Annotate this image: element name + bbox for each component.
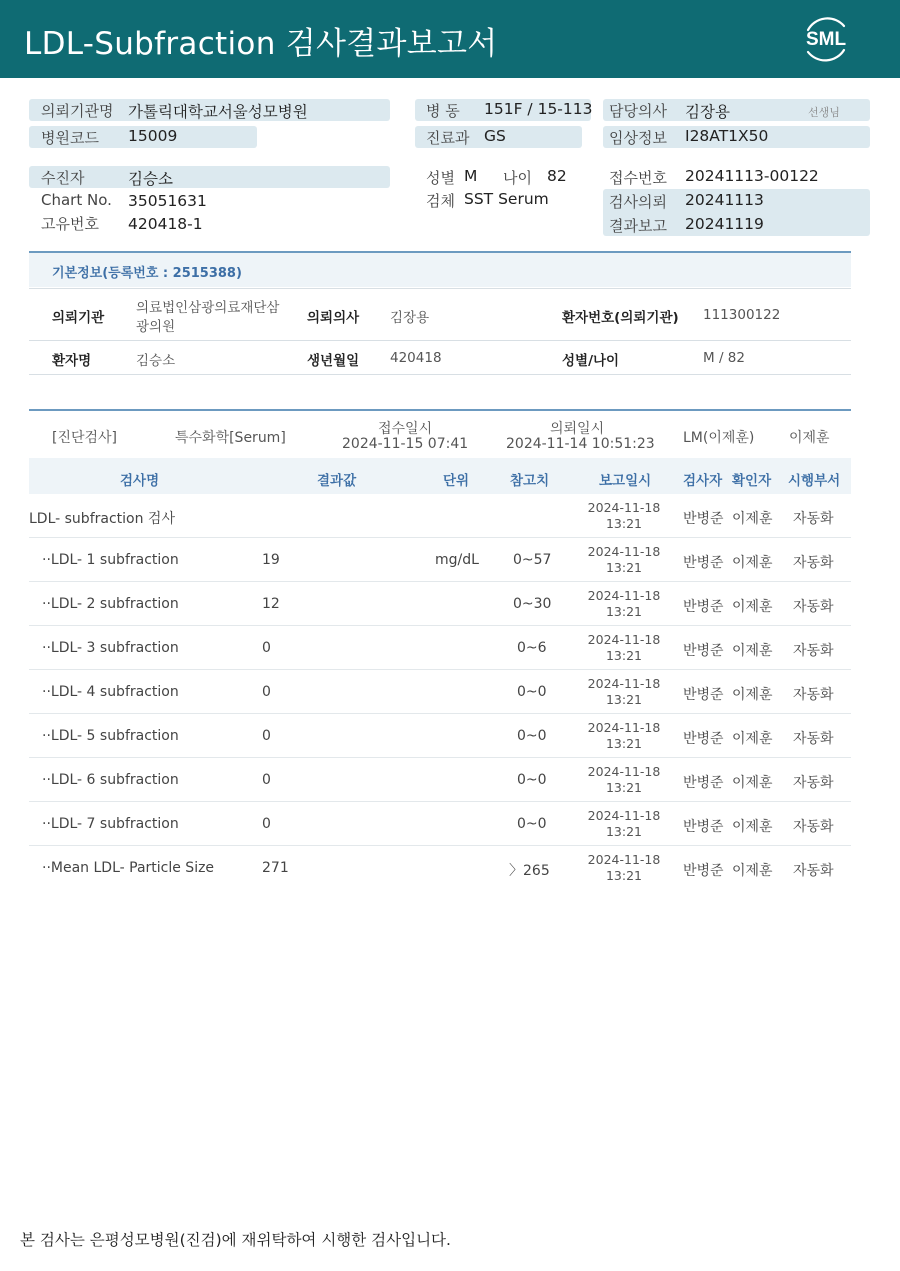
birth-label: 생년월일 [307,353,360,369]
test-ref: 0~30 [513,596,552,612]
dept: 자동화 [793,819,834,835]
chart-label: Chart No. [41,191,112,209]
dept: 자동화 [793,643,834,659]
dept: 자동화 [793,775,834,791]
test-result: 0 [262,816,271,832]
basic-info-line-2 [29,340,851,341]
tester: 반병준 [683,599,724,615]
table-row [29,582,851,626]
receipt-label: 접수번호 [609,169,667,187]
dept: 자동화 [793,599,834,615]
dept: 자동화 [793,511,834,527]
patient-value: 김승소 [128,170,173,188]
test-result: 0 [262,728,271,744]
hospital-label: 의뢰기관명 [41,102,114,120]
report-date: 2024-11-18 [587,544,661,559]
report-date: 2024-11-18 [587,676,661,691]
name-label: 환자명 [52,353,92,369]
report-header [0,0,900,78]
report-time: 13:21 [605,516,643,531]
report-datetime [584,632,664,664]
report-date: 2024-11-18 [587,588,661,603]
table-row [29,846,851,890]
report-time: 13:21 [605,824,643,839]
diag-request-label: 의뢰일시 [550,421,605,437]
th-dept: 시행부서 [788,473,841,489]
hospital-code-label: 병원코드 [41,129,99,147]
doc-value: 김장용 [390,310,430,326]
th-result: 결과값 [317,473,357,489]
test-unit: mg/dL [435,552,479,568]
test-ref: 0~0 [517,684,547,700]
doctor-value: 김장용 [685,103,730,121]
request-label: 검사의뢰 [609,193,667,211]
confirmer: 이제훈 [732,643,773,659]
dept: 자동화 [793,687,834,703]
test-ref: 0~0 [517,816,547,832]
dept: 자동화 [793,863,834,879]
test-result: 0 [262,640,271,656]
dept-label: 진료과 [426,129,470,147]
clinical-label: 임상정보 [609,129,667,147]
test-ref: 0~0 [517,772,547,788]
test-name: ··LDL- 2 subfraction [42,596,179,612]
age-value: 82 [547,167,567,185]
report-value: 20241119 [685,215,764,233]
dept-value: GS [484,127,506,145]
inst-value-line1: 의료법인삼광의료재단삼 [136,300,280,316]
age-label: 나이 [503,169,532,187]
diag-receipt-label: 접수일시 [378,421,433,437]
doctor-suffix: 선생님 [808,106,840,119]
report-time: 13:21 [605,692,643,707]
table-row [29,714,851,758]
table-row [29,538,851,582]
inst-label: 의뢰기관 [52,310,105,326]
sex-label: 성별 [426,169,455,187]
dept: 자동화 [793,731,834,747]
confirmer: 이제훈 [732,511,773,527]
diagnosis-top-line [29,409,851,411]
report-time: 13:21 [605,868,643,883]
tester: 반병준 [683,819,724,835]
table-row [29,758,851,802]
basic-info-line-1 [29,288,851,289]
unique-value: 420418-1 [128,215,203,233]
diag-sub: 특수화학[Serum] [175,430,286,446]
footer-note: 본 검사는 은평성모병원(진검)에 재위탁하여 시행한 검사입니다. [20,1231,451,1249]
ward-label: 병 동 [426,102,460,120]
test-name: ··LDL- 6 subfraction [42,772,179,788]
report-datetime [584,676,664,708]
report-time: 13:21 [605,560,643,575]
hospital-code-value: 15009 [128,127,178,145]
specimen-label: 검체 [426,192,455,210]
test-result: 0 [262,684,271,700]
doctor-label: 담당의사 [609,102,667,120]
sml-logo-icon [798,12,854,66]
diag-confirmer: 이제훈 [789,430,830,446]
name-value: 김승소 [136,353,176,369]
test-name: ··LDL- 5 subfraction [42,728,179,744]
specimen-value: SST Serum [464,190,549,208]
test-name: ··LDL- 7 subfraction [42,816,179,832]
report-label: 결과보고 [609,217,667,235]
th-tester: 검사자 [683,473,723,489]
patient-label: 수진자 [41,169,85,187]
test-name: LDL- subfraction 검사 [29,511,175,527]
report-date: 2024-11-18 [587,720,661,735]
ward-value: 151F / 15-113 [484,100,593,118]
report-title: LDL-Subfraction 검사결과보고서 [24,26,498,62]
report-date: 2024-11-18 [587,808,661,823]
logo-text: SML [805,29,847,50]
test-result: 0 [262,772,271,788]
test-result: 271 [262,860,289,876]
test-name: ··LDL- 1 subfraction [42,552,179,568]
tester: 반병준 [683,511,724,527]
th-ref: 참고치 [510,473,550,489]
tester: 반병준 [683,643,724,659]
report-datetime [584,852,664,884]
report-date: 2024-11-18 [587,764,661,779]
report-datetime [584,720,664,752]
table-row [29,802,851,846]
report-datetime [584,588,664,620]
test-result: 12 [262,596,280,612]
report-datetime [584,764,664,796]
th-report-date: 보고일시 [599,473,652,489]
diag-lm: LM(이제훈) [683,430,755,446]
th-confirmer: 확인자 [732,473,772,489]
tester: 반병준 [683,555,724,571]
doc-label: 의뢰의사 [307,310,360,326]
test-result: 19 [262,552,280,568]
clinical-value: I28AT1X50 [685,127,769,145]
tester: 반병준 [683,775,724,791]
test-name: ··Mean LDL- Particle Size [42,860,215,876]
receipt-value: 20241113-00122 [685,167,819,185]
inst-value-line2: 광의원 [136,319,176,335]
patno-value: 111300122 [703,307,781,323]
test-ref: 0~6 [517,640,547,656]
confirmer: 이제훈 [732,599,773,615]
test-name: ··LDL- 3 subfraction [42,640,179,656]
sex-value: M [464,167,478,185]
patno-label: 환자번호(의뢰기관) [562,310,679,326]
basic-info-header [29,253,851,287]
basic-info-line-3 [29,374,851,375]
birth-value: 420418 [390,350,442,366]
request-value: 20241113 [685,191,764,209]
report-time: 13:21 [605,780,643,795]
chart-value: 35051631 [128,192,207,210]
confirmer: 이제훈 [732,687,773,703]
report-time: 13:21 [605,604,643,619]
report-datetime [584,544,664,576]
diag-category: [진단검사] [52,430,118,446]
confirmer: 이제훈 [732,555,773,571]
test-ref: 0~0 [517,728,547,744]
tester: 반병준 [683,863,724,879]
confirmer: 이제훈 [732,731,773,747]
test-ref: 〉265 [509,863,550,879]
hospital-value: 가톨릭대학교서울성모병원 [128,103,308,121]
report-date: 2024-11-18 [587,500,661,515]
confirmer: 이제훈 [732,775,773,791]
diag-request-dt: 2024-11-14 10:51:23 [506,436,655,452]
confirmer: 이제훈 [732,863,773,879]
sexage-label: 성별/나이 [562,353,620,369]
th-test-name: 검사명 [120,473,160,489]
table-row [29,626,851,670]
unique-label: 고유번호 [41,215,99,233]
sexage-value: M / 82 [703,350,745,366]
tester: 반병준 [683,731,724,747]
basic-info-title: 기본정보(등록번호 : 2515388) [52,266,242,281]
test-ref: 0~57 [513,552,552,568]
tester: 반병준 [683,687,724,703]
report-date: 2024-11-18 [587,632,661,647]
table-row [29,670,851,714]
report-time: 13:21 [605,736,643,751]
confirmer: 이제훈 [732,819,773,835]
table-row [29,494,851,538]
test-name: ··LDL- 4 subfraction [42,684,179,700]
report-datetime [584,500,664,532]
report-datetime [584,808,664,840]
dept: 자동화 [793,555,834,571]
report-date: 2024-11-18 [587,852,661,867]
diag-receipt-dt: 2024-11-15 07:41 [342,436,469,452]
results-table-header [29,458,851,494]
th-unit: 단위 [443,473,470,489]
report-time: 13:21 [605,648,643,663]
